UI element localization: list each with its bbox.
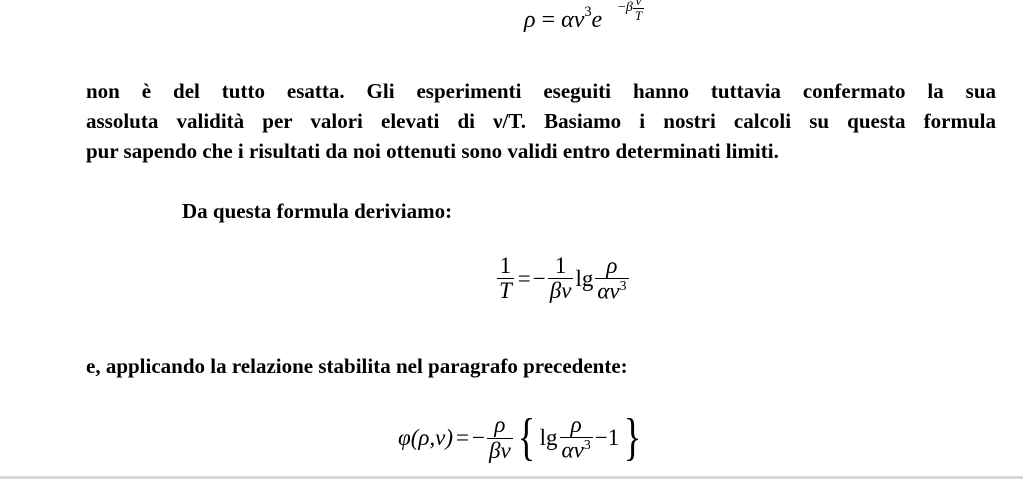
paragraph-line-3: pur sapendo che i risultati da noi ottenuti sono validi entro determinati limiti. [86,139,779,163]
eq2-factor-fraction [548,254,574,303]
eq3-factor-fraction [487,413,513,462]
eq1-lhs: ρ [524,7,536,33]
intro-applicando: e, applicando la relazione stabilita nel paragrafo precedente: [86,354,628,378]
eq1-var: ν [573,7,585,33]
eq1-pow: 3 [584,4,592,20]
eq1-exponent [618,0,644,22]
eq2-minus: − [532,265,546,291]
eq3-lg: lg [539,425,558,450]
eq2-factor-num: 1 [554,253,567,279]
paragraph-line-1: non è del tutto esatta. Gli esperimenti eseguiti hanno tuttavia confermato la sua [86,79,996,103]
eq1-exp-sign: − [618,0,626,16]
eq1-exp-fraction [633,0,644,22]
eq2-lhs-fraction [497,254,514,303]
eq3-open-brace: { [517,409,535,466]
eq3-factor-den: βν [489,437,511,463]
eq3-minus: − [472,425,486,450]
intro-deriviamo: Da questa formula deriviamo: [182,199,453,223]
eq1-exp-base: e [591,7,603,33]
eq3-arg-pow: 3 [583,437,591,453]
eq1-exp-den: T [634,7,643,23]
eq2-arg-pow: 3 [619,278,627,294]
eq2-arg-num: ρ [606,253,618,278]
eq2-lhs-den: T [499,278,512,304]
equation-inverse-t [497,254,629,304]
paragraph-line-2: assoluta validità per valori elevati di ν/T. Basiamo i nostri calcoli su questa formula [86,109,996,133]
eq3-minus-one: −1 [594,425,620,450]
eq3-factor-num: ρ [494,412,506,438]
eq3-arg-den [560,437,593,463]
eq3-equals: = [456,425,470,450]
eq2-arg-den [595,278,628,304]
equation-rho [524,6,602,34]
eq2-lg: lg [575,265,594,291]
eq1-exp-coef: β [625,0,633,16]
eq3-arg-fraction [560,413,593,463]
eq3-arg-den-base: αν [561,437,584,463]
eq1-coef: α [561,7,574,33]
paragraph-text [86,76,996,166]
eq1-equals: = [541,7,556,33]
eq2-equals: = [517,265,531,291]
eq2-arg-den-base: αν [597,278,620,304]
eq3-close-brace: } [623,409,642,466]
eq3-arg-num: ρ [570,412,582,438]
equation-phi [398,409,645,466]
eq2-factor-den: βν [549,278,572,304]
eq1-exp-num: ν [635,0,642,8]
eq3-phi: φ(ρ,ν) [398,425,454,450]
eq2-arg-fraction [595,254,628,304]
eq2-lhs-num: 1 [499,253,512,279]
